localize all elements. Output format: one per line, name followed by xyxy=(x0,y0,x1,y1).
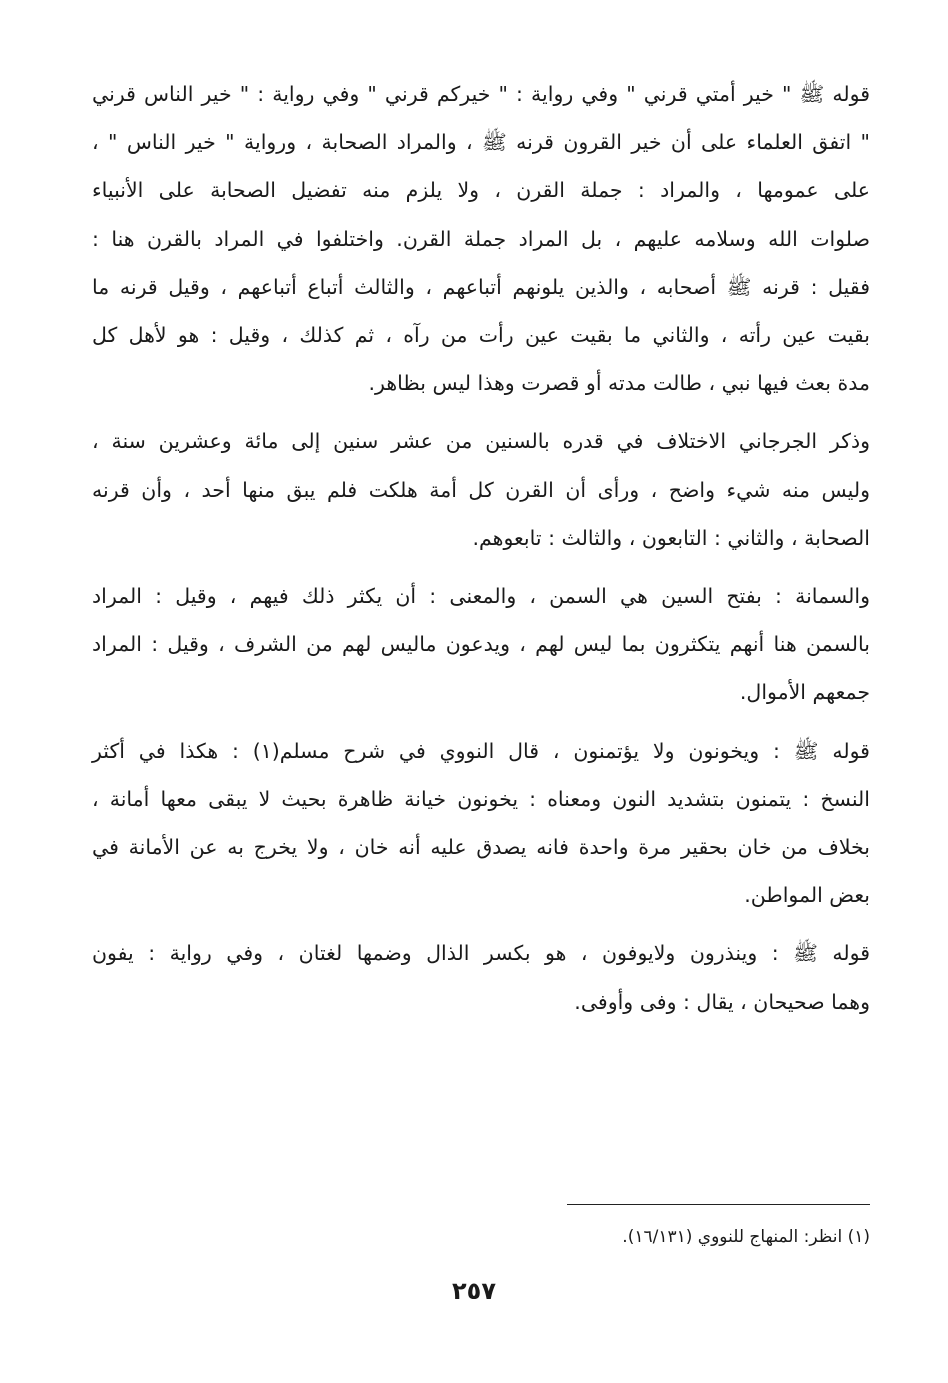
text-line: قوله ﷺ : وينذرون ولايوفون ، هو بكسر الذال وضمها لغتان ، وفي رواية : يفون xyxy=(92,941,870,966)
text-line: بقيت عين رأته ، والثاني ما بقيت عين رأت من رآه ، ثم كذلك ، وقيل : هو لأهل كل xyxy=(92,323,870,348)
page-number: ٢٥٧ xyxy=(452,1277,496,1305)
footnote: (١) انظر: المنهاج للنووي (١٦/١٣١). xyxy=(622,1227,870,1247)
text-line: وهما صحيحان ، يقال : وفى وأوفى. xyxy=(574,989,870,1014)
text-line: بالسمن هنا أنهم يتكثرون بما ليس لهم ، ويدعون ماليس لهم من الشرف ، وقيل : المراد xyxy=(92,632,870,657)
paragraph-2 xyxy=(92,417,870,562)
paragraph-1 xyxy=(92,70,870,407)
body-text xyxy=(92,70,870,1036)
text-line: مدة بعث فيها نبي ، طالت مدته أو قصرت وهذا ليس بظاهر. xyxy=(368,371,870,396)
paragraph-5 xyxy=(92,929,870,1025)
paragraph-4 xyxy=(92,727,870,920)
text-line: على عمومها ، والمراد : جملة القرن ، ولا يلزم منه تفضيل الصحابة على الأنبياء xyxy=(92,178,870,203)
text-line: بخلاف من خان بحقير مرة واحدة فانه يصدق عليه أنه خان ، ولا يخرج به عن الأمانة في xyxy=(92,835,870,860)
text-line: الصحابة ، والثاني : التابعون ، والثالث : تابعوهم. xyxy=(472,525,870,550)
text-line: قوله ﷺ : ويخونون ولا يؤتمنون ، قال النووي في شرح مسلم(١) : هكذا في أكثر xyxy=(92,738,870,763)
text-line: جمعهم الأموال. xyxy=(739,680,870,705)
text-line: وليس منه شيء واضح ، ورأى أن القرن كل أمة هلكت فلم يبق منها أحد ، وأن قرنه xyxy=(92,477,870,502)
text-line: صلوات الله وسلامه عليهم ، بل المراد جملة القرن. واختلفوا في المراد بالقرن هنا : xyxy=(92,226,870,251)
text-line: بعض المواطن. xyxy=(744,883,870,908)
text-line: وذكر الجرجاني الاختلاف في قدره بالسنين من عشر سنين إلى مائة وعشرين سنة ، xyxy=(92,429,870,454)
text-line: قوله ﷺ " خير أمتي قرني " وفي رواية : " خيركم قرني " وفي رواية : " خير الناس قرني xyxy=(92,82,870,106)
text-line: النسخ : يتمنون بتشديد النون ومعناه : يخونون خيانة ظاهرة بحيث لا يبقى معها أمانة ، xyxy=(92,786,870,811)
text-line: والسمانة : بفتح السين هي السمن ، والمعنى : أن يكثر ذلك فيهم ، وقيل : المراد xyxy=(92,584,870,609)
text-line: " اتفق العلماء على أن خير القرون قرنه ﷺ ، والمراد الصحابة ، ورواية " خير الناس " ، xyxy=(92,130,870,155)
text-line: فقيل : قرنه ﷺ أصحابه ، والذين يلونهم أتباعهم ، والثالث أتباع أتباعهم ، وقيل قرنه ما xyxy=(92,274,870,299)
paragraph-3 xyxy=(92,572,870,717)
footnote-divider xyxy=(567,1204,870,1205)
